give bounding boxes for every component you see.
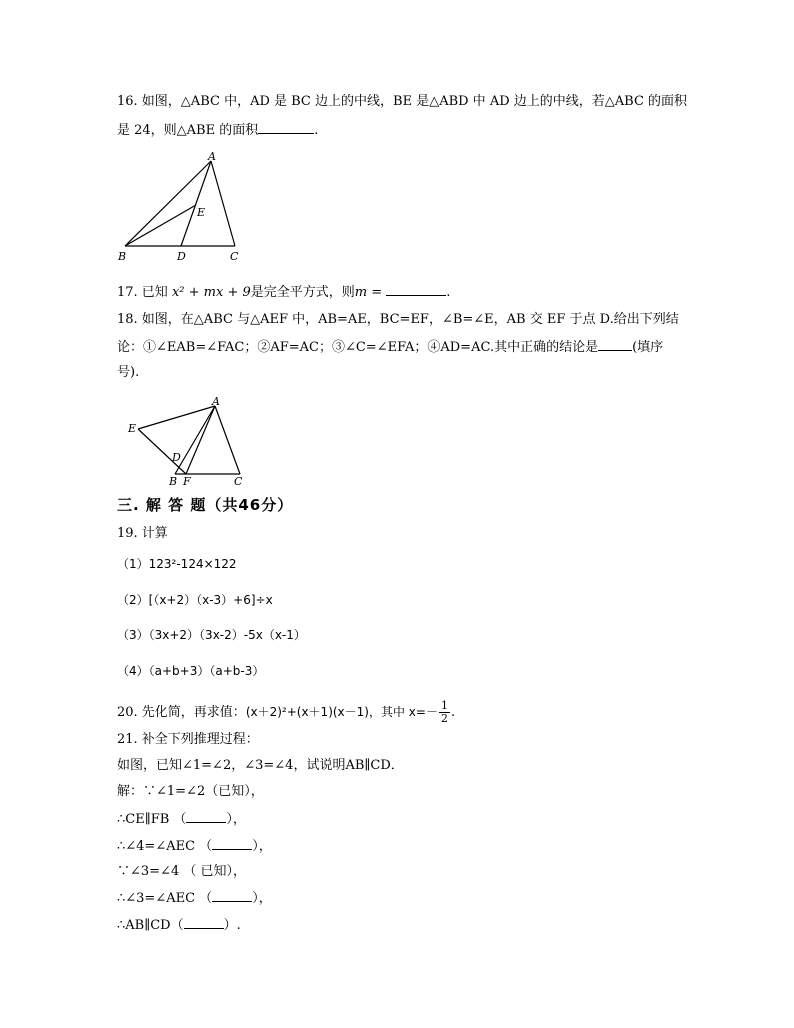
q16-label-B: B [118, 250, 127, 263]
q21-step-1 [117, 783, 264, 801]
q21-step-3-after: ）， [252, 839, 272, 854]
q21-step-5-after: ）， [252, 891, 272, 906]
q20-end: . [450, 705, 456, 720]
q17-middle: 是完全平方式，则 [250, 285, 355, 300]
q16-line2 [117, 121, 318, 140]
q21-given: 如图，已知∠1=∠2，∠3=∠4，试说明AB∥CD． [117, 758, 404, 773]
q18-figure [122, 394, 252, 488]
q16-figure [110, 148, 250, 266]
q21-step-5 [117, 889, 272, 908]
q16-label-E: E [197, 206, 206, 219]
q18-line2 [117, 338, 663, 357]
q21-step-2-text: ∴CE∥FB （ [117, 812, 187, 827]
q18-segment-AF [186, 406, 215, 474]
q20-line [117, 700, 455, 725]
q20-fraction [439, 700, 450, 725]
q21-step-3 [117, 837, 272, 856]
q17-expression: x² + mx + 9 [171, 285, 251, 300]
q18-line2b: (填序 [632, 340, 664, 355]
q18-line2a: 论：①∠EAB=∠FAC；②AF=AC；③∠C=∠EFA；④AD=AC.其中正确的结论是 [117, 340, 599, 355]
q21-step-2 [117, 810, 246, 829]
q19-item-3: （3）（3x+2）（3x-2）-5x（x-1） [117, 628, 306, 642]
q21-step-6-text: ∴AB∥CD（ [117, 918, 184, 933]
q17-answer-blank[interactable] [386, 283, 446, 296]
q16-label-D: D [177, 250, 186, 263]
q18-label-B: B [169, 475, 178, 488]
q21-step-1-text: 解：∵∠1=∠2（已知）， [117, 784, 264, 799]
section-3-heading: 三. 解 答 题（共46分） [117, 496, 294, 514]
q16-line1: 16. 如图，△ABC 中，AD 是 BC 边上的中线，BE 是△ABD 中 AD 边上的中线，若△ABC 的面积 [117, 94, 688, 109]
q16-segment-AB [125, 161, 211, 246]
q21-step-4 [117, 863, 246, 881]
q16-end: . [314, 123, 319, 138]
q16-segment-AC [211, 161, 235, 246]
q21-title: 21. 补全下列推理过程： [117, 732, 259, 747]
q19-title: 19. 计算 [117, 526, 168, 541]
q18-label-D: D [172, 451, 181, 464]
q16-answer-blank[interactable] [258, 121, 314, 134]
q19-item-4: （4）（a+b+3）（a+b-3） [117, 664, 265, 678]
q18-label-C: C [234, 475, 243, 488]
q18-label-E: E [128, 422, 137, 435]
q21-step-2-blank[interactable] [186, 810, 226, 823]
q21-step-5-blank[interactable] [212, 889, 252, 902]
q21-step-6-blank[interactable] [184, 916, 224, 929]
q18-line3: 号). [117, 365, 140, 380]
q20-prefix: 20. 先化简，再求值： [117, 705, 246, 720]
q17-end: . [446, 285, 451, 300]
q20-fraction-denominator: 2 [440, 712, 448, 725]
q20-expression: (x＋2)²+(x＋1)(x－1)，其中 x=－ [245, 705, 438, 719]
q16-line2-text: 是 24，则△ABE 的面积 [117, 123, 259, 138]
q19-item-2: （2）[（x+2）（x-3）+6]÷x [117, 593, 273, 607]
q17-var: m [354, 285, 368, 300]
q21-step-2-after: ）， [226, 812, 246, 827]
q17-prefix: 17. 已知 [117, 285, 172, 300]
q18-segment-AC [215, 406, 240, 474]
q17-line [117, 283, 450, 302]
q16-segment-AD [181, 161, 211, 246]
q20-fraction-numerator: 1 [440, 699, 448, 712]
q21-step-3-text: ∴∠4=∠AEC （ [117, 839, 213, 854]
q21-step-6 [117, 916, 241, 935]
q21-step-3-blank[interactable] [212, 837, 252, 850]
q19-item-1: （1）123²-124×122 [117, 557, 237, 571]
q18-answer-blank[interactable] [598, 338, 632, 351]
q18-line1: 18. 如图，在△ABC 与△AEF 中，AB=AE，BC=EF，∠B=∠E，AB 交 EF 于点 D.给出下列结 [117, 312, 679, 327]
q17-eq: = [367, 285, 387, 300]
q16-label-C: C [230, 250, 239, 263]
q21-step-4-text: ∵∠3=∠4 （ 已知）， [117, 864, 246, 879]
q21-step-5-text: ∴∠3=∠AEC （ [117, 891, 213, 906]
q16-label-A: A [208, 150, 216, 163]
q18-label-F: F [183, 475, 191, 488]
q21-step-6-after: ）. [223, 918, 241, 933]
q18-label-A: A [212, 395, 220, 408]
